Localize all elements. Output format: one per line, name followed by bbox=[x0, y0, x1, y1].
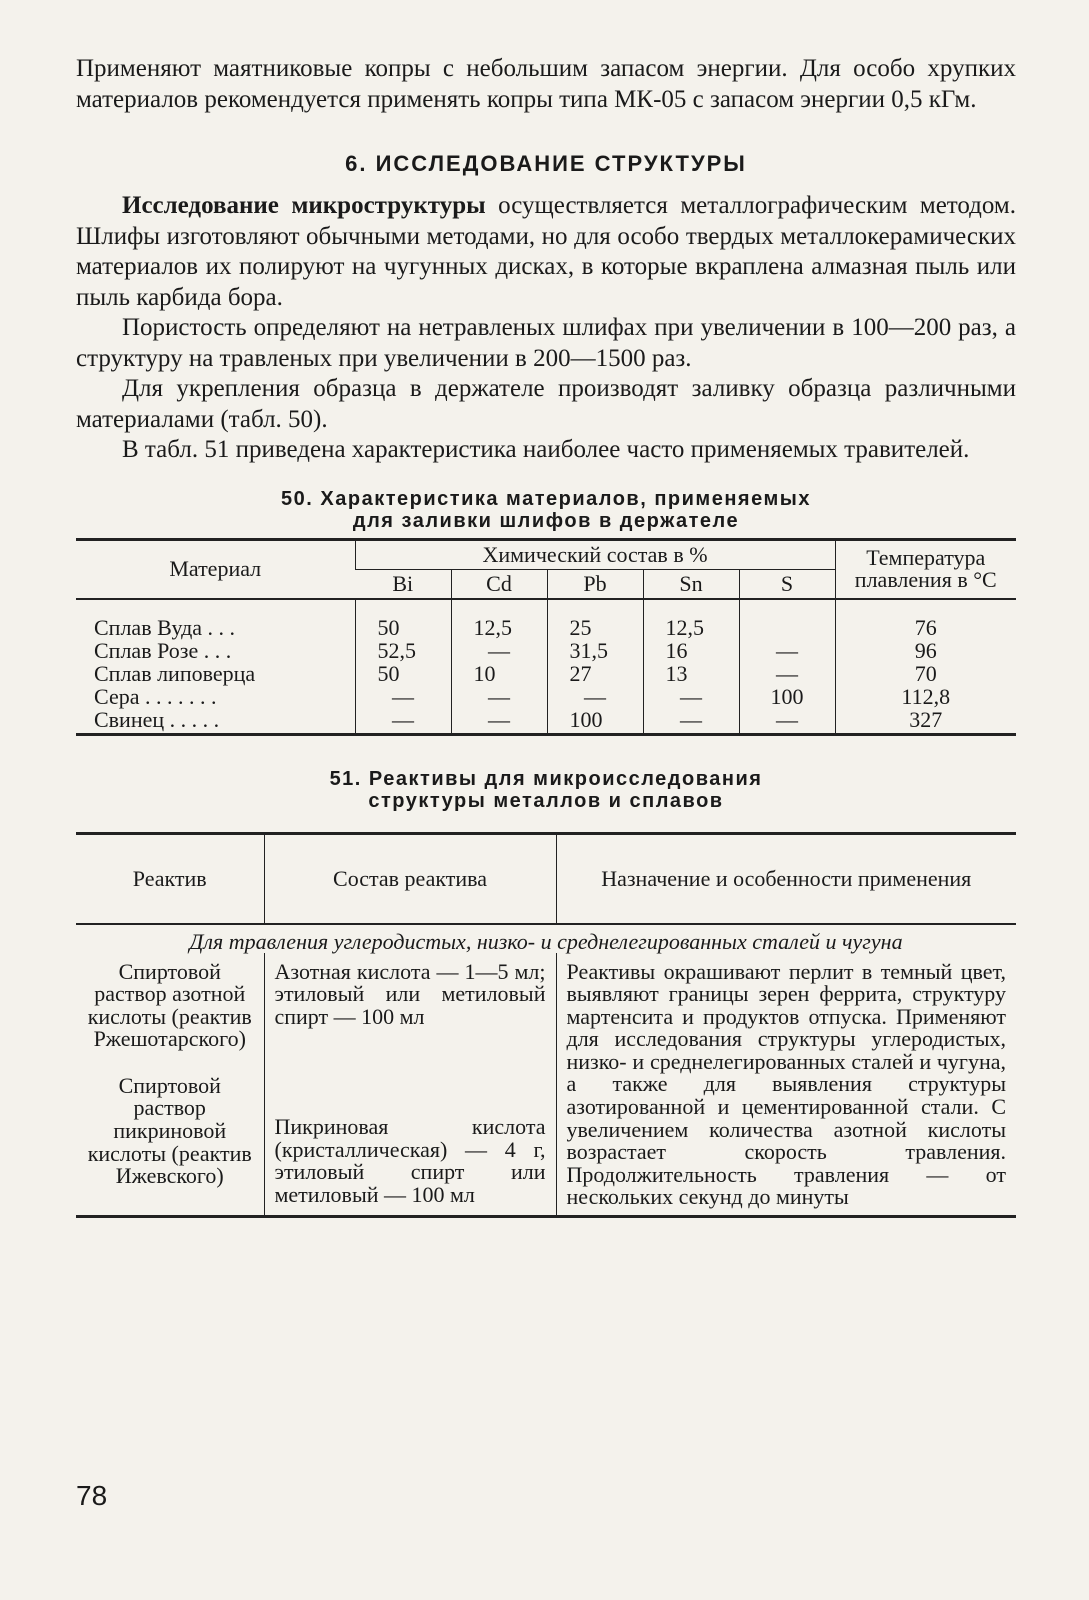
paragraph-microstructure bbox=[76, 191, 1016, 313]
cell-cd: — bbox=[451, 639, 547, 662]
cell-purpose: Реактивы окрашивают перлит в темный цвет, выявляют границы зерен феррита, структуру мартенсита и продуктов отпуска. Применяют для исследования структуры углеродистых, низко- и среднелегированных сталей и чугуна, а также для выявления структуры азотированной и цементированной стали. С увеличением количества азотной кислоты возрастает скорость травления. Продолжительность травления — от нескольких секунд до минуты bbox=[556, 953, 1016, 1217]
composition-nitric: Азотная кислота — 1—5 мл; этиловый или метиловый спирт — 100 мл bbox=[274, 958, 546, 1029]
col-header-sn: Sn bbox=[643, 569, 739, 599]
intro-paragraph: Применяют маятниковые копры с небольшим запасом энергии. Для особо хрупких материалов рекомендуется применять копры типа МК-05 с запасом энергии 0,5 кГм. bbox=[76, 55, 1016, 113]
page-body bbox=[76, 54, 1016, 1218]
table-51 bbox=[76, 832, 1016, 1219]
table-row bbox=[76, 708, 1016, 735]
table-row bbox=[76, 662, 1016, 685]
col-header-composition: Состав реактива bbox=[264, 833, 556, 924]
section-title: 6. ИССЛЕДОВАНИЕ СТРУКТУРЫ bbox=[345, 151, 747, 176]
group-row bbox=[76, 924, 1016, 953]
table-row bbox=[76, 599, 1016, 639]
cell-s bbox=[739, 599, 835, 639]
cell-sn: — bbox=[643, 685, 739, 708]
cell-temp: 70 bbox=[835, 662, 1016, 685]
cell-sn: 12,5 bbox=[643, 599, 739, 639]
table-row bbox=[76, 639, 1016, 662]
page-number: 78 bbox=[76, 1480, 108, 1511]
paragraph-etchants: В табл. 51 приведена характеристика наиболее часто применяемых травителей. bbox=[122, 436, 970, 463]
cell-material: Сплав Розе . . . bbox=[94, 637, 232, 663]
cell-s: — bbox=[739, 639, 835, 662]
cell-temp: 76 bbox=[835, 599, 1016, 639]
table50-title-line1: 50. Характеристика материалов, применяемых bbox=[281, 487, 811, 510]
composition-picric: Пикриновая кислота (кристаллическая) — 4 г, этиловый спирт или метиловый — 100 мл bbox=[274, 1114, 546, 1208]
cell-pb: 100 bbox=[547, 708, 643, 735]
cell-cd: — bbox=[451, 708, 547, 735]
cell-bi: 50 bbox=[355, 662, 451, 685]
cell-material: Сплав липоверца bbox=[94, 660, 256, 686]
reagent-picric: Спиртовой раствор пикриновой кислоты (реактив Ижевского) bbox=[87, 1072, 252, 1189]
table51-title-line1: 51. Реактивы для микроисследования bbox=[329, 767, 763, 790]
paragraph-lead-term: Исследование микроструктуры bbox=[122, 192, 486, 219]
col-header-temp: Температура плавления в °С bbox=[835, 539, 1016, 599]
cell-s: — bbox=[739, 708, 835, 735]
cell-pb: 25 bbox=[547, 599, 643, 639]
cell-cd: 12,5 bbox=[451, 599, 547, 639]
table50-title-line2: для заливки шлифов в держателе bbox=[352, 509, 740, 532]
paragraph-mounting: Для укрепления образца в держателе производят заливку образца различными материалами (табл. 50). bbox=[76, 375, 1016, 433]
col-header-material: Материал bbox=[76, 539, 355, 599]
cell-pb: — bbox=[547, 685, 643, 708]
col-header-s: S bbox=[739, 569, 835, 599]
table51-title-line2: структуры металлов и сплавов bbox=[368, 789, 724, 812]
col-header-cd: Cd bbox=[451, 569, 547, 599]
cell-cd: 10 bbox=[451, 662, 547, 685]
cell-pb: 27 bbox=[547, 662, 643, 685]
col-header-chem: Химический состав в % bbox=[355, 539, 835, 569]
cell-bi: — bbox=[355, 685, 451, 708]
cell-sn: — bbox=[643, 708, 739, 735]
cell-sn: 16 bbox=[643, 639, 739, 662]
cell-composition bbox=[264, 953, 556, 1217]
paragraph-text: осуществляется металлографическим методом. Шлифы изготовляют обычными методами, но для особо твердых металлокерамических материалов их полируют на чугунных дисках, в которые вкраплена алмазная пыль или пыль карбида бора. bbox=[76, 192, 1016, 311]
col-header-reagent: Реактив bbox=[76, 833, 264, 924]
cell-temp: 96 bbox=[835, 639, 1016, 662]
cell-material: Сплав Вуда . . . bbox=[94, 614, 236, 640]
table-row bbox=[76, 953, 1016, 1217]
cell-pb: 31,5 bbox=[547, 639, 643, 662]
cell-s: 100 bbox=[739, 685, 835, 708]
paragraph-porosity: Пористость определяют на нетравленых шлифах при увеличении в 100—200 раз, а структуру на травленых при увеличении в 200—1500 раз. bbox=[76, 314, 1016, 372]
cell-temp: 112,8 bbox=[835, 685, 1016, 708]
col-header-bi: Bi bbox=[355, 569, 451, 599]
cell-bi: 50 bbox=[355, 599, 451, 639]
cell-material: Свинец . . . . . bbox=[94, 706, 220, 732]
table-50 bbox=[76, 538, 1016, 736]
cell-bi: 52,5 bbox=[355, 639, 451, 662]
cell-cd: — bbox=[451, 685, 547, 708]
cell-temp: 327 bbox=[835, 708, 1016, 735]
cell-sn: 13 bbox=[643, 662, 739, 685]
cell-reagent bbox=[76, 953, 264, 1217]
group-heading: Для травления углеродистых, низко- и среднелегированных сталей и чугуна bbox=[189, 928, 903, 954]
reagent-nitric: Спиртовой раствор азотной кислоты (реактив Ржешотарского) bbox=[87, 958, 252, 1052]
col-header-pb: Pb bbox=[547, 569, 643, 599]
cell-material: Сера . . . . . . . bbox=[94, 683, 217, 709]
cell-bi: — bbox=[355, 708, 451, 735]
table-row bbox=[76, 685, 1016, 708]
cell-s: — bbox=[739, 662, 835, 685]
col-header-purpose: Назначение и особенности применения bbox=[556, 833, 1016, 924]
